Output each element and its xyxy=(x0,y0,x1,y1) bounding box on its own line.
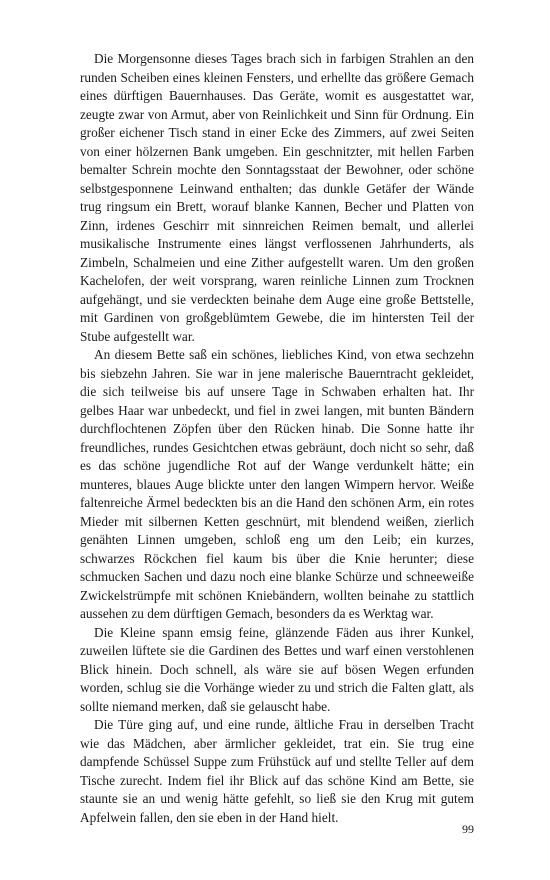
paragraph-1: Die Morgensonne dieses Tages brach sich in farbigen Strahlen an den runden Scheiben eines kleinen Fensters, und erhellte das größere Gemach eines dürftigen Bauernhauses. Das Geräte, womit es ausgestattet war, zeugte zwar von Armut, aber von Reinlichkeit und Sinn für Ordnung. Ein großer eichener Tisch stand in einer Ecke des Zimmers, auf zwei Seiten von einer hölzernen Bank umgeben. Ein geschnitzter, mit hellen Farben bemalter Schrein mochte den Sonntagsstaat der Bewohner, oder schöne selbstgesponnene Leinwand enthalten; das dunkle Getäfer der Wände trug ringsum ein Brett, worauf blanke Kannen, Becher und Platten von Zinn, irdenes Geschirr mit sinnreichen Reimen bemalt, und allerlei musikalische Instrumente eines längst verflossenen Jahrhunderts, als Zimbeln, Schalmeien und eine Zither aufgestellt waren. Um den großen Kachelofen, der weit vorsprang, waren reinliche Linnen zum Trocknen aufgehängt, und sie verdeckten beinahe dem Auge eine große Bettstelle, mit Gardinen von großgeblümtem Gewebe, die im hintersten Teil der Stube aufgestellt war. xyxy=(80,51,474,344)
paragraph-2: An diesem Bette saß ein schönes, liebliches Kind, von etwa sechzehn bis siebzehn Jahren. Sie war in jene malerische Bauerntracht gekleidet, die sich teilweise bis auf unsere Tage in Schwaben erhalten hat. Ihr gelbes Haar war unbedeckt, und fiel in zwei langen, mit bunten Bändern durchflochtenen Zöpfen über den Rücken hinab. Die Sonne hatte ihr freundliches, rundes Gesichtchen etwas gebräunt, doch nicht so sehr, daß es das schöne jugendliche Rot auf der Wange verdunkelt hätte; ein munteres, blaues Auge blickte unter den langen Wimpern hervor. Weiße faltenreiche Ärmel bedeckten bis an die Hand den schönen Arm, ein rotes Mieder mit silbernen Ketten geschnürt, mit blendend weißen, zierlich genähten Linnen umgeben, schloß eng um den Leib; ein kurzes, schwarzes Röckchen fiel kaum bis über die Knie herunter; diese schmucken Sachen und dazu noch eine blanke Schürze und schneeweiße Zwickelstrümpfe mit schönen Kniebändern, wollten beinahe zu stattlich aussehen zu dem dürftigen Gemach, besonders da es Werktag war. xyxy=(80,347,474,621)
page-number: 99 xyxy=(462,822,474,836)
paragraph-3: Die Kleine spann emsig feine, glänzende Fäden aus ihrer Kunkel, zuweilen lüftete sie die Gardinen des Bettes und warf einen verstohlenen Blick hinein. Doch schnell, als wäre sie auf bösen Wegen erfunden worden, schlug sie die Vorhänge wieder zu und strich die Falten glatt, als sollte niemand merken, daß sie gelauscht habe. xyxy=(80,624,474,714)
paragraph-4: Die Türe ging auf, und eine runde, ältliche Frau in derselben Tracht wie das Mädchen, aber ärmlicher gekleidet, trat ein. Sie trug eine dampfende Schüssel Suppe zum Frühstück auf und stellte Teller auf dem Tische zurecht. Indem fiel ihr Blick auf das schöne Kind am Bette, sie staunte sie an und wenig hätte gefehlt, so ließ sie den Krug mit gutem Apfelwein fallen, den sie eben in der Hand hielt. xyxy=(80,717,474,825)
body-text xyxy=(80,50,474,827)
